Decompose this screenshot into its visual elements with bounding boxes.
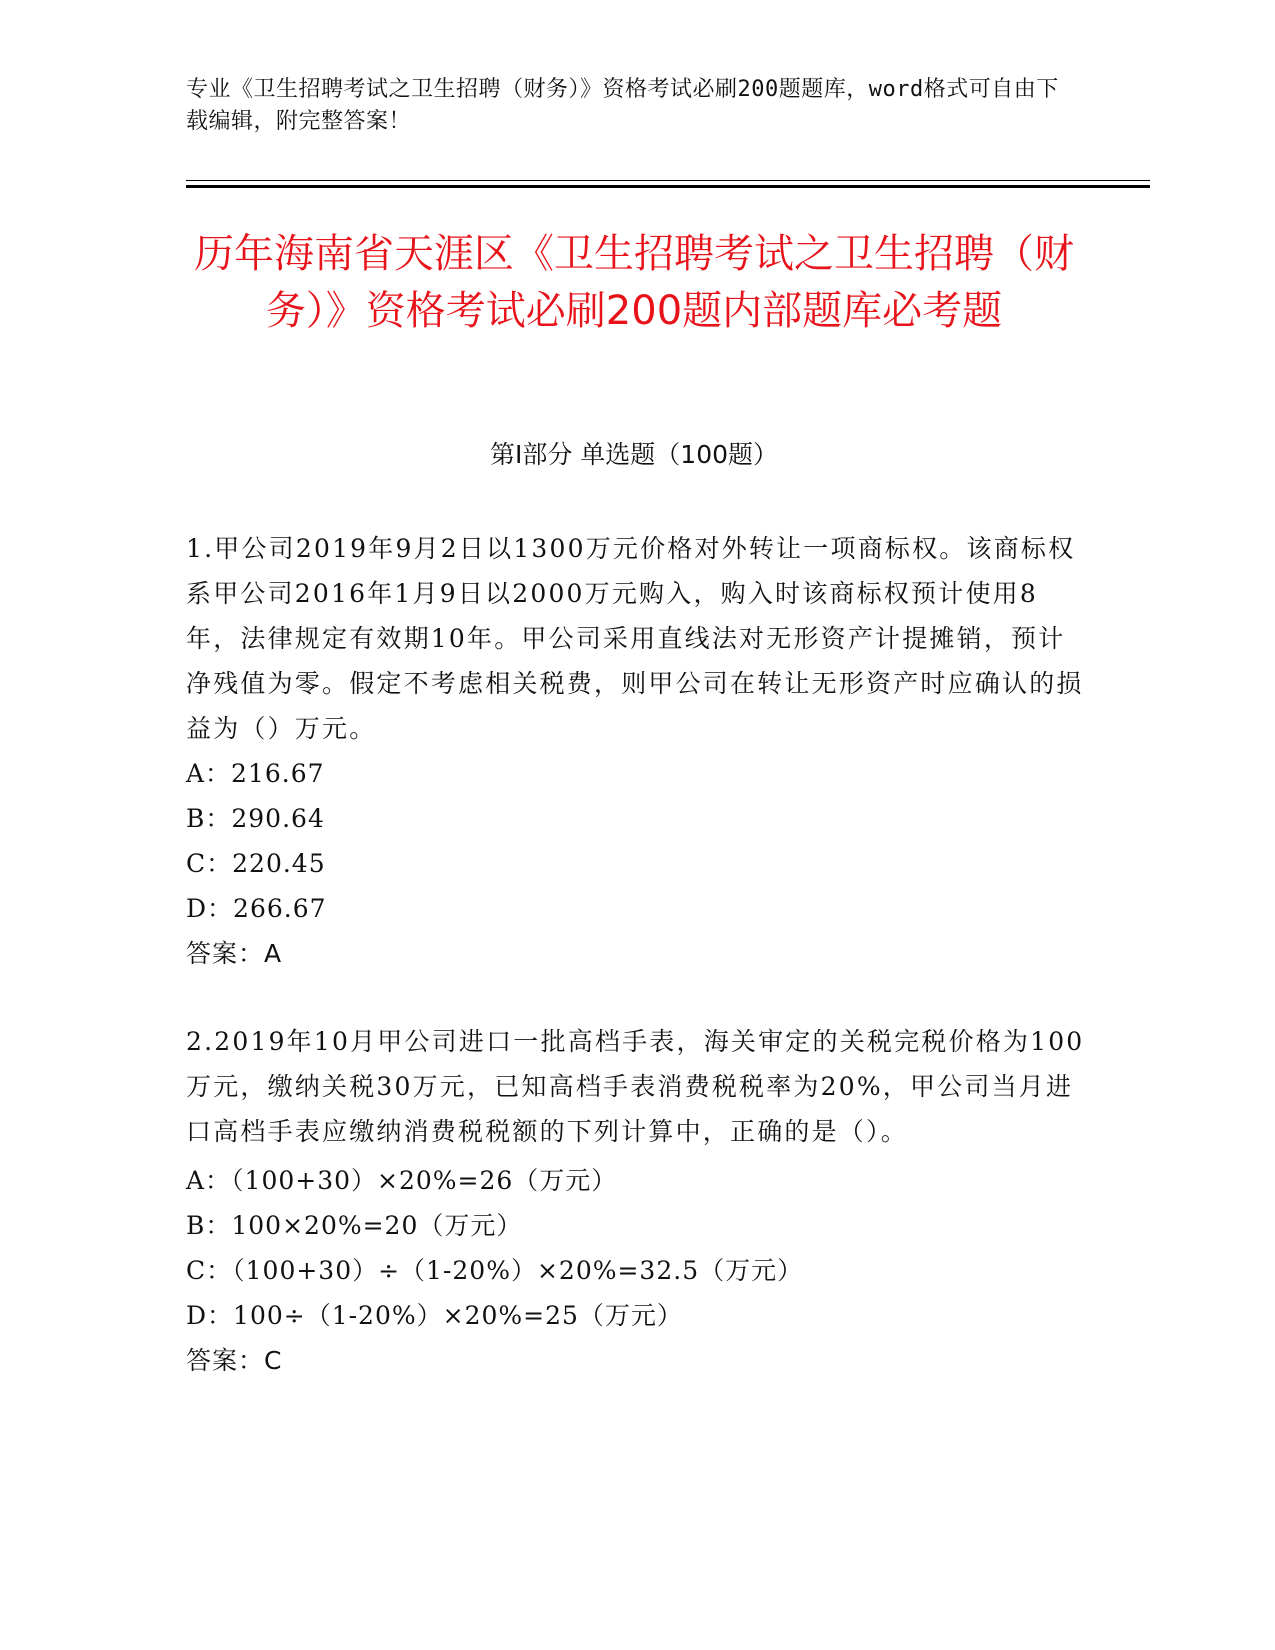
option-b: B：100×20%=20（万元） <box>186 1211 523 1240</box>
option-a: A：216.67 <box>186 759 325 788</box>
question-stem: 1.甲公司2019年9月2日以1300万元价格对外转让一项商标权。该商标权系甲公司2016年1月9日以2000万元购入，购入时该商标权预计使用8年，法律规定有效期10年。甲公司采用直线法对无形资产计提摊销，预计净残值为零。假定不考虑相关税费，则甲公司在转让无形资产时应确认的损益为（）万元。 <box>186 534 1084 743</box>
option-c: C：（100+30）÷（1-20%）×20%=32.5（万元） <box>186 1256 804 1285</box>
question-stem: 2.2019年10月甲公司进口一批高档手表，海关审定的关税完税价格为100万元，缴纳关税30万元，已知高档手表消费税税率为20%，甲公司当月进口高档手表应缴纳消费税税额的下列计算中，正确的是（）。 <box>186 1027 1085 1146</box>
option-a: A：（100+30）×20%=26（万元） <box>186 1166 618 1195</box>
option-c: C：220.45 <box>186 849 326 878</box>
header-divider-thin <box>186 180 1150 181</box>
option-d: D：100÷（1-20%）×20%=25（万元） <box>186 1301 683 1330</box>
question-2 <box>186 1019 1086 1383</box>
document-title: 历年海南省天涯区《卫生招聘考试之卫生招聘（财务）》资格考试必刷200题内部题库必考题 <box>194 231 1074 334</box>
question-1 <box>186 526 1086 976</box>
answer-line: 答案：C <box>186 1346 283 1375</box>
section-title: 第I部分 单选题（100题） <box>489 440 779 469</box>
option-d: D：266.67 <box>186 894 327 923</box>
option-b: B：290.64 <box>186 804 325 833</box>
header-note: 专业《卫生招聘考试之卫生招聘（财务）》资格考试必刷200题题库，word格式可自由下载编辑，附完整答案！ <box>186 77 1059 134</box>
answer-line: 答案：A <box>186 939 283 968</box>
header-divider-thick <box>186 185 1150 188</box>
